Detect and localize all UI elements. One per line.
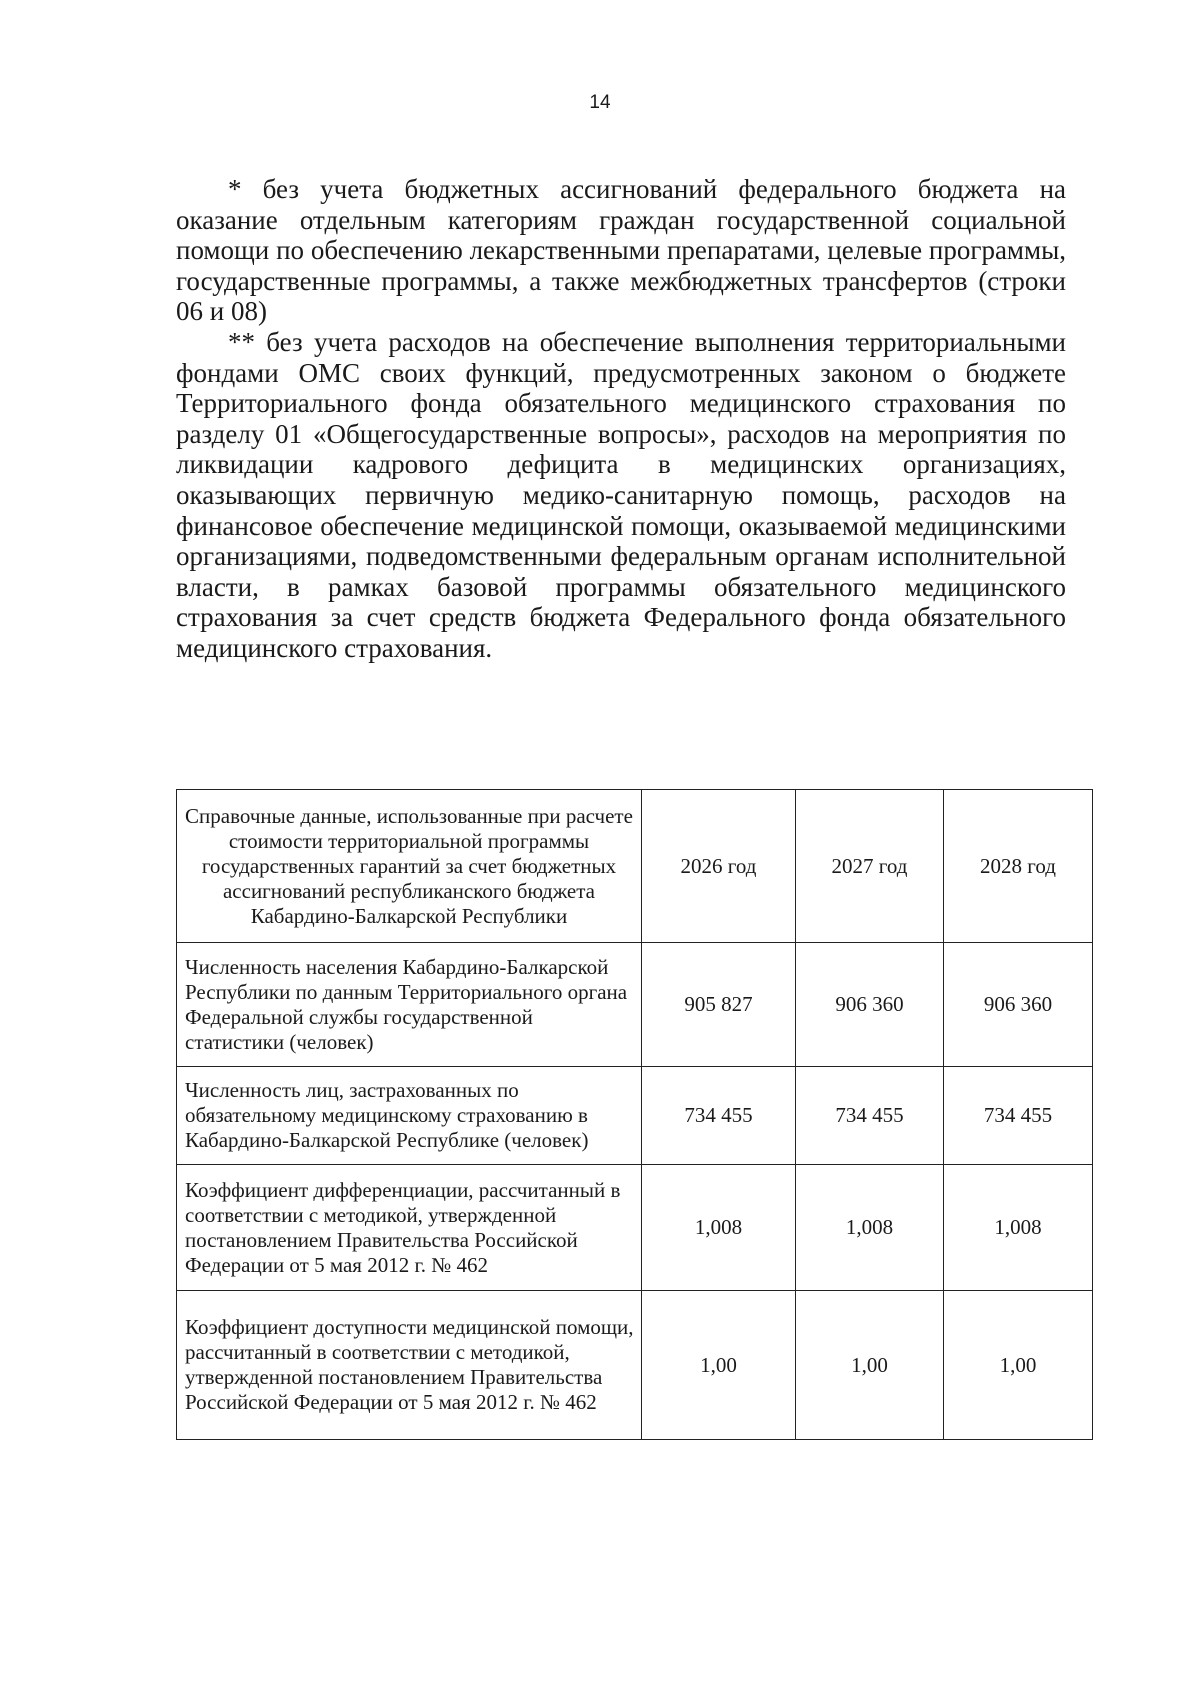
row-description: Численность лиц, застрахованных по обязательному медицинскому страхованию в Кабардино-Балкарской Республике (человек) [177,1067,642,1165]
row-value-2027: 1,00 [796,1291,944,1440]
table-row [177,1165,1093,1291]
reference-data-table [176,789,1093,1440]
table-header-year-2026: 2026 год [642,790,796,943]
row-value-2027: 906 360 [796,943,944,1067]
row-value-2028: 734 455 [944,1067,1093,1165]
row-value-2026: 1,00 [642,1291,796,1440]
table-header-row [177,790,1093,943]
row-value-2026: 1,008 [642,1165,796,1291]
row-description: Численность населения Кабардино-Балкарской Республики по данным Территориального органа Федеральной службы государственной статистики (человек) [177,943,642,1067]
page-number: 14 [589,92,611,113]
row-value-2028: 906 360 [944,943,1093,1067]
table-row [177,1067,1093,1165]
row-value-2027: 734 455 [796,1067,944,1165]
footnote-single-asterisk: * без учета бюджетных ассигнований федерального бюджета на оказание отдельным категориям граждан государственной социальной помощи по обеспечению лекарственными препаратами, целевые программы, государственные программы, а также межбюджетных трансфертов (строки 06 и 08) [176,174,1066,327]
table-row [177,943,1093,1067]
row-value-2027: 1,008 [796,1165,944,1291]
table-header-description: Справочные данные, использованные при расчете стоимости территориальной программы государственных гарантий за счет бюджетных ассигнований республиканского бюджета Кабардино-Балкарской Республики [177,790,642,943]
row-value-2026: 905 827 [642,943,796,1067]
row-value-2028: 1,008 [944,1165,1093,1291]
row-value-2028: 1,00 [944,1291,1093,1440]
table-row [177,1291,1093,1440]
footnote-double-asterisk: ** без учета расходов на обеспечение выполнения территориальными фондами ОМС своих функций, предусмотренных законом о бюджете Территориального фонда обязательного медицинского страхования по разделу 01 «Общегосударственные вопросы», расходов на мероприятия по ликвидации кадрового дефицита в медицинских организациях, оказывающих первичную медико-санитарную помощь, расходов на финансовое обеспечение медицинской помощи, оказываемой медицинскими организациями, подведомственными федеральным органам исполнительной власти, в рамках базовой программы обязательного медицинского страхования за счет средств бюджета Федерального фонда обязательного медицинского страхования. [176,326,1066,663]
table-header-year-2027: 2027 год [796,790,944,943]
row-description: Коэффициент доступности медицинской помощи, рассчитанный в соответствии с методикой, утвержденной постановлением Правительства Российской Федерации от 5 мая 2012 г. № 462 [177,1291,642,1440]
table-header-year-2028: 2028 год [944,790,1093,943]
row-value-2026: 734 455 [642,1067,796,1165]
row-description: Коэффициент дифференциации, рассчитанный в соответствии с методикой, утвержденной постановлением Правительства Российской Федерации от 5 мая 2012 г. № 462 [177,1165,642,1291]
footnotes [176,174,1066,664]
